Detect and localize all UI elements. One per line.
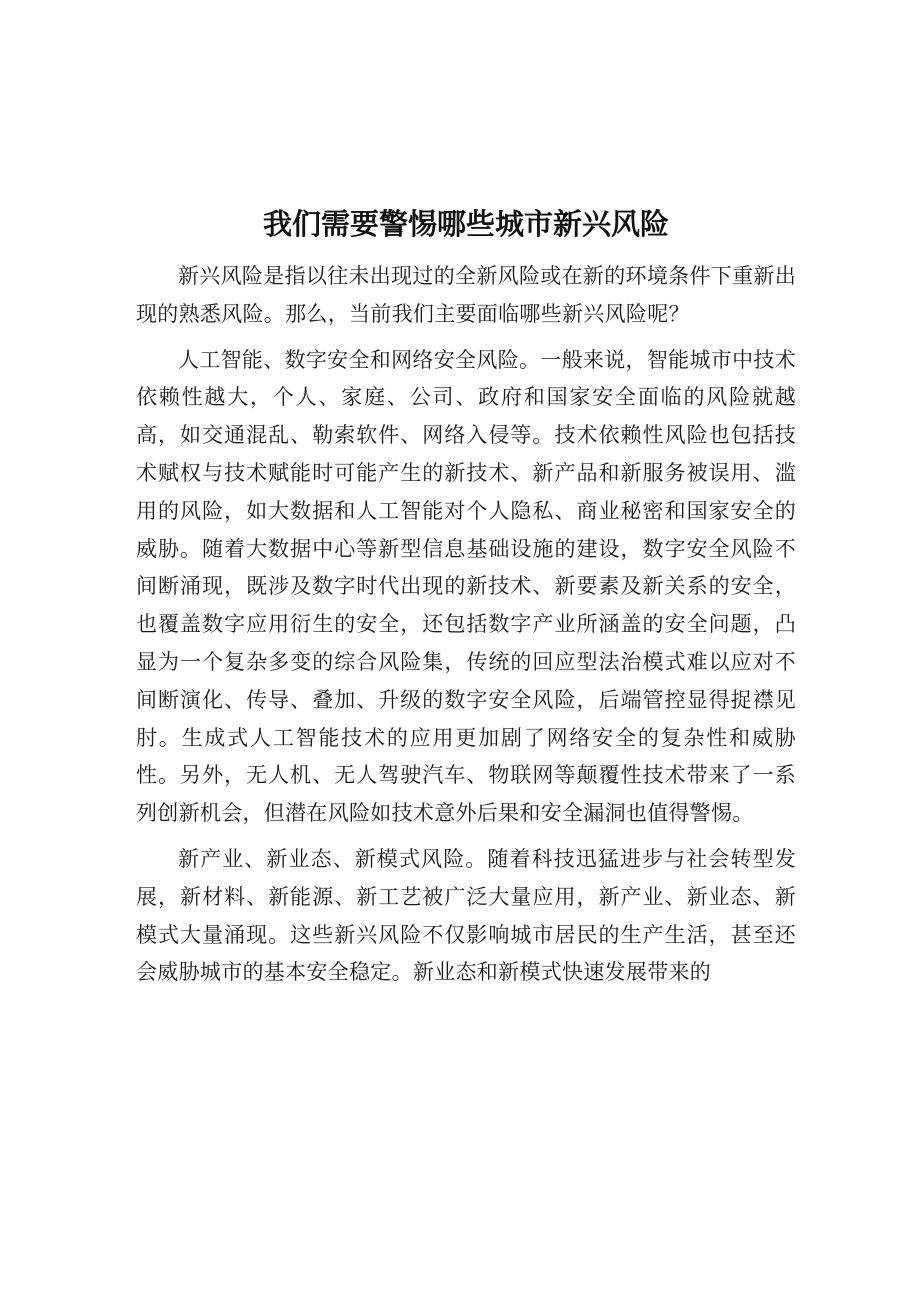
paragraph-new-industries: 新产业、新业态、新模式风险。随着科技迅猛进步与社会转型发展，新材料、新能源、新工艺被广泛大量应用，新产业、新业态、新模式大量涌现。这些新兴风险不仅影响城市居民的生产生活，甚至还会威胁城市的基本安全稳定。新业态和新模式快速发展带来的	[136, 846, 796, 985]
document-body	[136, 258, 796, 1000]
paragraph-intro: 新兴风险是指以往未出现过的全新风险或在新的环境条件下重新出现的熟悉风险。那么，当前我们主要面临哪些新兴风险呢？	[136, 264, 796, 326]
paragraph-ai-digital-security: 人工智能、数字安全和网络安全风险。一般来说，智能城市中技术依赖性越大，个人、家庭、公司、政府和国家安全面临的风险就越高，如交通混乱、勒索软件、网络入侵等。技术依赖性风险也包括技术赋权与技术赋能时可能产生的新技术、新产品和新服务被误用、滥用的风险，如大数据和人工智能对个人隐私、商业秘密和国家安全的威胁。随着大数据中心等新型信息基础设施的建设，数字安全风险不间断涌现，既涉及数字时代出现的新技术、新要素及新关系的安全，也覆盖数字应用衍生的安全，还包括数字产业所涵盖的安全问题，凸显为一个复杂多变的综合风险集，传统的回应型法治模式难以应对不间断演化、传导、叠加、升级的数字安全风险，后端管控显得捉襟见肘。生成式人工智能技术的应用更加剧了网络安全的复杂性和威胁性。另外，无人机、无人驾驶汽车、物联网等颠覆性技术带来了一系列创新机会，但潜在风险如技术意外后果和安全漏洞也值得警惕。	[136, 347, 796, 826]
document-title: 我们需要警惕哪些城市新兴风险	[262, 207, 669, 241]
